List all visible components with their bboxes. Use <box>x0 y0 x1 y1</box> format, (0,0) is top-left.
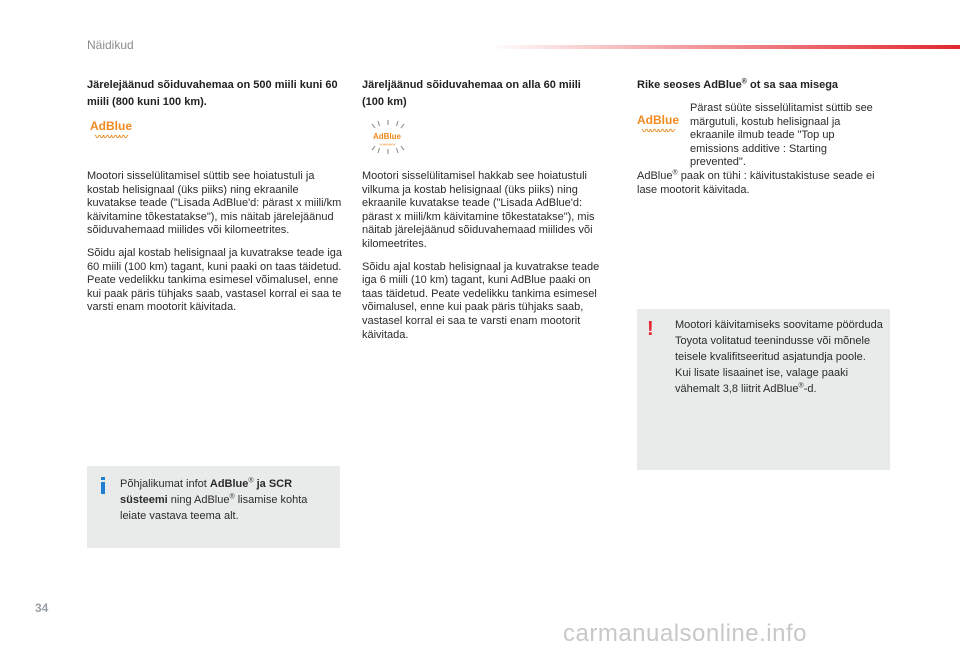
page-number: 34 <box>35 601 49 615</box>
registered-mark: ® <box>798 382 804 390</box>
registered-mark: ® <box>229 493 235 501</box>
registered-mark: ® <box>248 477 254 485</box>
heading-text: Rike seoses AdBlue <box>637 79 742 91</box>
bold-text: ja SCR süsteemi <box>120 478 293 506</box>
paragraph: Sõidu ajal kostab helisignaal ja kuvatrakse teade iga 60 miili (100 km) tagant, kuni paaki on taas täidetud. Peate vedelikku tankima esimesel võimalusel, enne kui paak päris tühjaks saab, vastasel korral ei saa te varsti enam mootorit käivitada. <box>87 246 342 314</box>
text: ning AdBlue <box>167 494 230 506</box>
text: lisamise kohta leiate vastava teema alt. <box>120 494 308 522</box>
warning-text <box>675 317 887 397</box>
adblue-icon-label: AdBlue <box>90 119 132 133</box>
text: paak on tühi : käivitustakistuse seade ei lase mootorit käivitada. <box>637 169 875 196</box>
column-heading <box>637 77 889 94</box>
paragraph <box>637 170 889 197</box>
paragraph: Mootori sisselülitamisel hakkab see hoiatustuli vilkuma ja kostab helisignaal (üks piiks) ning ekraanile kuvatakse teade ("Lisada AdBlue'd: pärast x miili/km käivitamine tõkestatakse"), mis näitab järelejäänud sõiduvahemaad miilides või kilomeetrites. <box>362 170 595 250</box>
paragraph: Pärast süüte sisselülitamist süttib see märgutuli, kostub helisignaal ja ekraanile ilmub teade "Top up emissions additive : Starting prevented". <box>690 102 873 169</box>
bold-text: AdBlue <box>209 478 249 490</box>
column-under-60-miles <box>362 77 602 342</box>
heading-text: ot sa saa misega <box>746 79 839 91</box>
text: AdBlue <box>637 169 673 182</box>
registered-mark: ® <box>741 78 747 86</box>
info-text <box>120 476 335 524</box>
info-box <box>87 466 340 548</box>
adblue-icon-label: AdBlue <box>373 132 401 141</box>
column-heading: Järeljäänud sõiduvahemaa on alla 60 miili (100 km) <box>362 79 581 108</box>
text: Kui lisate lisaainet ise, valage paaki vähemalt 3,8 liitrit AdBlue <box>675 367 849 395</box>
info-icon <box>101 477 105 494</box>
registered-mark: ® <box>672 169 678 177</box>
column-adblue-fault <box>637 77 889 197</box>
text: -d. <box>803 383 817 395</box>
column-heading: Järelejäänud sõiduvahemaa on 500 miili kuni 60 miili (800 kuni 100 km). <box>87 79 338 108</box>
exclamation-icon: ! <box>647 318 654 340</box>
warning-box <box>637 309 890 470</box>
section-title: Näidikud <box>87 38 134 52</box>
adblue-flashing-icon: AdBlue 〰〰〰 <box>364 120 412 154</box>
watermark: carmanualsonline.info <box>563 620 807 647</box>
warning-line: Mootori käivitamiseks soovitame pöörduda Toyota volitatud teenindusse või mõnele teisele kvalifitseeritud asjatundja poole. <box>675 319 883 363</box>
adblue-fault-icon: AdBlue 〰〰〰〰 <box>637 113 679 136</box>
adblue-icon-label: AdBlue <box>637 113 679 127</box>
header-accent-bar <box>490 45 960 49</box>
text: Põhjalikumat infot <box>120 478 210 490</box>
adblue-warning-icon: AdBlue 〰〰〰〰 <box>90 119 132 142</box>
paragraph: Sõidu ajal kostab helisignaal ja kuvatrakse teade iga 6 miili (10 km) tagant, kuni AdBlue paaki on taas täidetud. Peate vedelikku tankima esimesel võimalusel, enne kui paak päris tühjaks saab, vastasel korral ei saa te varsti enam mootorit käivitada. <box>362 260 600 341</box>
warning-line <box>675 365 887 397</box>
column-500-to-60-miles <box>87 77 345 315</box>
paragraph: Mootori sisselülitamisel süttib see hoiatustuli ja kostab helisignaal (üks piiks) ning ekraanile kuvatakse teade ("Lisada AdBlue'd: pärast x miili/km käivitamine tõkestatakse"), mis näitab järelejäänud sõiduvahemaad miilides või kilomeetrites. <box>87 170 342 237</box>
